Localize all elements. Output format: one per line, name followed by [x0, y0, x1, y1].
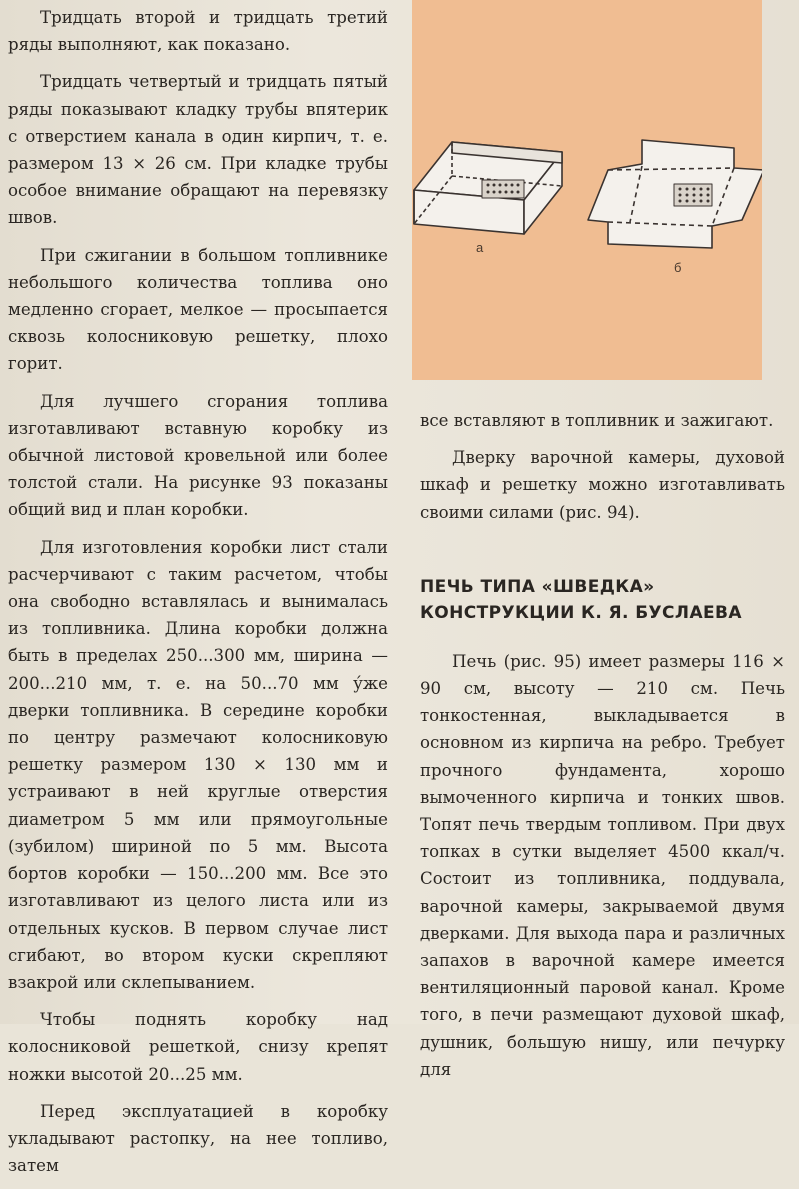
paragraph: Для лучшего сгорания топлива изготавливают вставную коробку из обычной листовой кровельной или более толстой стали. На рисунке 93 показаны общий вид и план коробки. [8, 391, 388, 520]
paragraph: Дверку варочной камеры, духовой шкаф и решетку можно изготавливать своими силами (рис. 94). [420, 448, 785, 522]
figure-93-box-drawing [412, 0, 762, 380]
right-text-column [420, 407, 785, 1093]
box-perspective-view [414, 142, 562, 234]
figure-label-b: б [674, 260, 682, 275]
paragraph: Печь (рис. 95) имеет размеры 116 × 90 см, высоту — 210 см. Печь тонкостенная, выкладывается в основном из кирпича на ребро. Требует прочного фундамента, хорошо вымоченного кирпича и тонких швов. Топят печь твердым топливом. При двух топках в сутки выделяет 4500 ккал/ч. Состоит из топливника, поддувала, варочной камеры, закрываемой двумя дверками. Для выхода пара и различных запахов в варочной камере имеется вентиляционный паровой канал. Кроме того, в печи размещают духовой шкаф, душник, большую нишу, или печурку для [420, 651, 785, 1079]
box-illustration [412, 0, 762, 380]
paragraph: Тридцать четвертый и тридцать пятый ряды показывают кладку трубы впятерик с отверстием канала в один кирпич, т. е. размером 13 × 26 см. При кладке трубы особое внимание обращают на перевязку швов. [8, 72, 388, 228]
heading-line-2: КОНСТРУКЦИИ К. Я. БУСЛАЕВА [420, 602, 742, 623]
figure-label-a: а [476, 240, 484, 255]
section-heading [420, 574, 785, 626]
paragraph-continuation: все вставляют в топливник и зажигают. [420, 411, 774, 430]
paragraph: Тридцать второй и тридцать третий ряды выполняют, как показано. [8, 8, 388, 55]
paragraph: При сжигании в большом топливнике небольшого количества топлива оно медленно сгорает, мелкое — просыпается сквозь колосниковую решетку, плохо горит. [8, 245, 388, 374]
heading-line-1: ПЕЧЬ ТИПА «ШВЕДКА» [420, 576, 655, 597]
box-unfolded-plan [588, 140, 762, 248]
paragraph: Перед эксплуатацией в коробку укладывают растопку, на нее топливо, затем [8, 1101, 388, 1176]
left-text-column [8, 4, 388, 1189]
paragraph: Для изготовления коробки лист стали расчерчивают с таким расчетом, чтобы она свободно вставлялась и вынималась из топливника. Длина коробки должна быть в пределах 250...300 мм, ширина — 200...210 мм, т. е. на 50...70 мм у́же дверки топливника. В середине коробки по центру размечают колосниковую решетку размером 130 × 130 мм и устраивают в ней круглые отверстия диаметром 5 мм или прямоугольные (зубилом) шириной по 5 мм. Высота бортов коробки — 150...200 мм. Все это изготавливают из целого листа или из отдельных кусков. В первом случае лист сгибают, во втором куски скрепляют взакрой или склепыванием. [8, 537, 388, 992]
paragraph: Чтобы поднять коробку над колосниковой решеткой, снизу крепят ножки высотой 20...25 мм. [8, 1010, 388, 1084]
